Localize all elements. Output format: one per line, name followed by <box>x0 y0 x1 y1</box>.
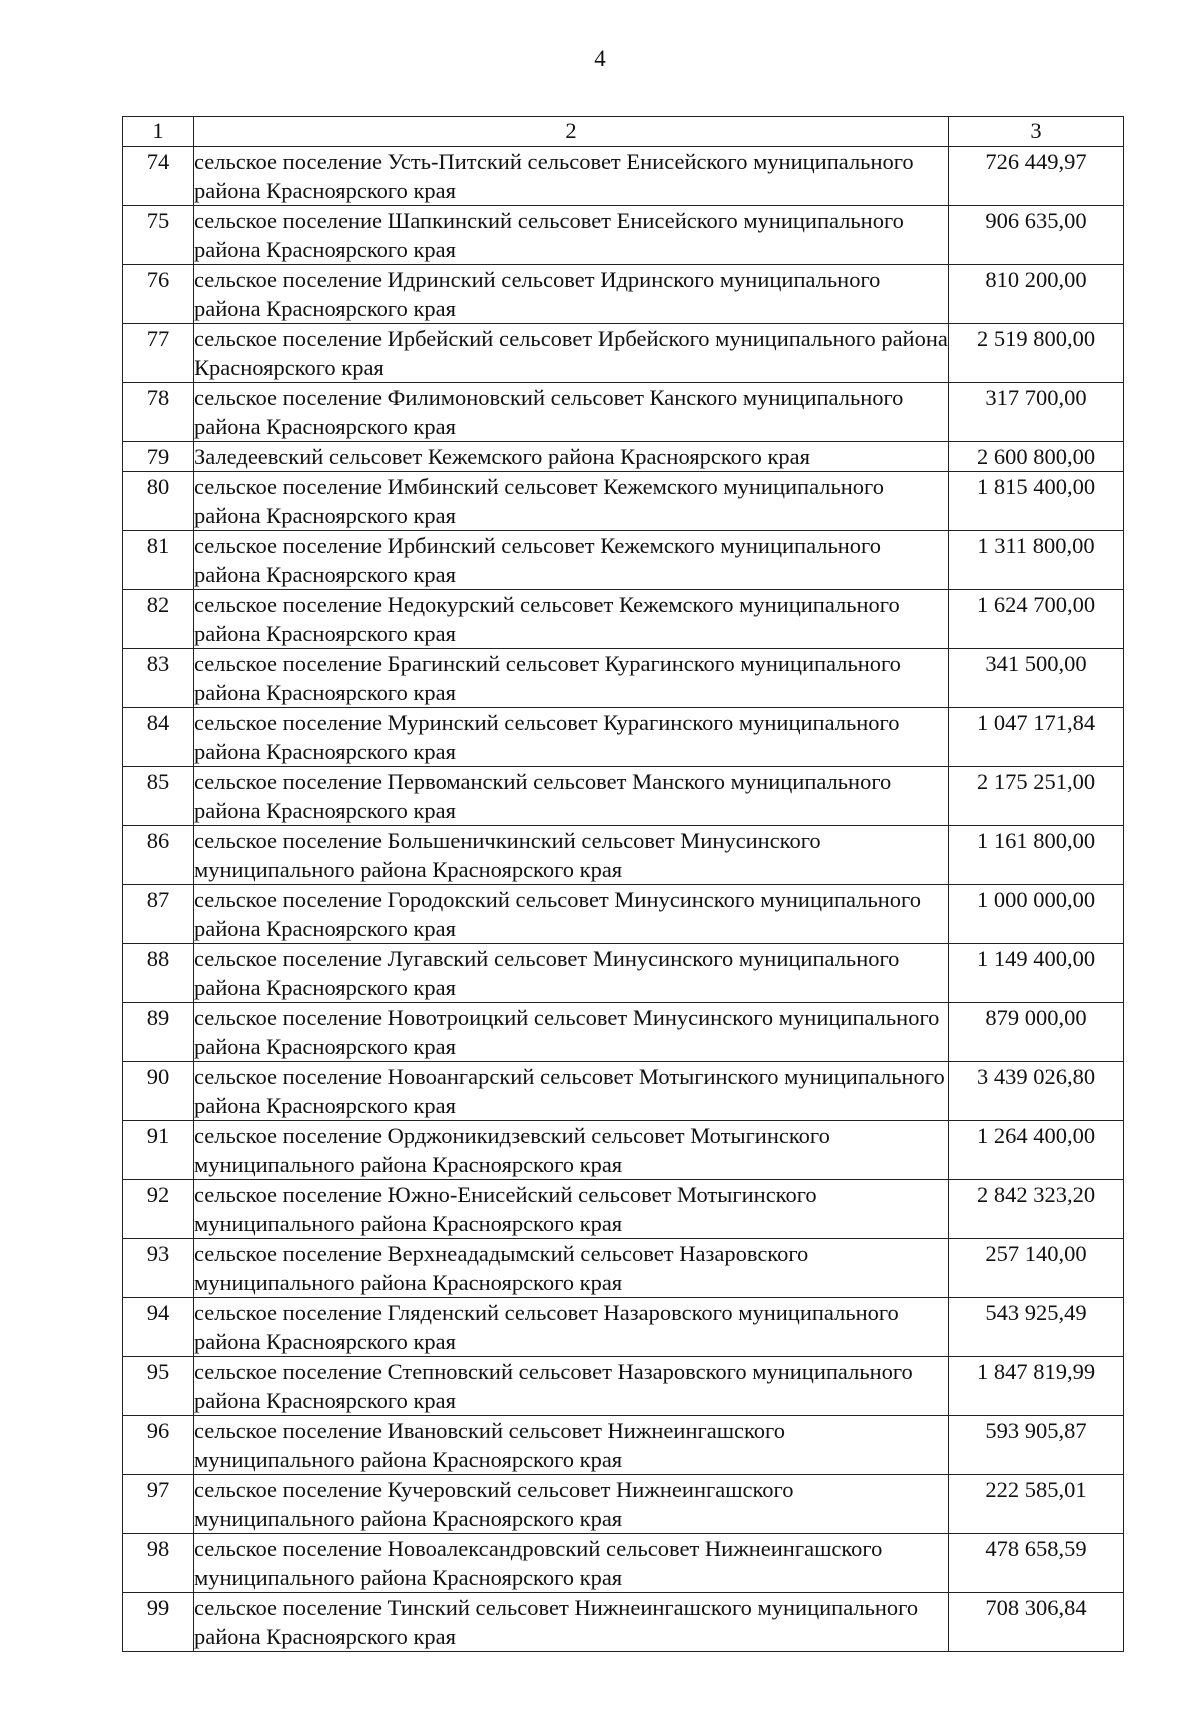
table-row <box>123 1239 1124 1298</box>
settlement-name-cell: сельское поселение Брагинский сельсовет Курагинского муниципального района Красноярского края <box>194 649 949 708</box>
row-number-cell: 74 <box>123 147 194 206</box>
amount-cell: 726 449,97 <box>949 147 1124 206</box>
row-number-cell: 83 <box>123 649 194 708</box>
settlement-name-cell: сельское поселение Тинский сельсовет Нижнеингашского муниципального района Красноярского края <box>194 1593 949 1652</box>
table-row <box>123 1003 1124 1062</box>
settlement-name-cell: сельское поселение Городокский сельсовет Минусинского муниципального района Красноярского края <box>194 885 949 944</box>
row-number-cell: 99 <box>123 1593 194 1652</box>
amount-cell: 317 700,00 <box>949 383 1124 442</box>
table-row <box>123 708 1124 767</box>
row-number-cell: 77 <box>123 324 194 383</box>
table-row <box>123 1298 1124 1357</box>
settlement-name-cell: сельское поселение Новотроицкий сельсовет Минусинского муниципального района Красноярского края <box>194 1003 949 1062</box>
settlement-name-cell: сельское поселение Верхнеададымский сельсовет Назаровского муниципального района Красноярского края <box>194 1239 949 1298</box>
table-row <box>123 1416 1124 1475</box>
table-row <box>123 944 1124 1003</box>
allocation-table <box>122 116 1124 1652</box>
row-number-cell: 87 <box>123 885 194 944</box>
settlement-name-cell: сельское поселение Новоалександровский сельсовет Нижнеингашского муниципального района Красноярского края <box>194 1534 949 1593</box>
amount-cell: 543 925,49 <box>949 1298 1124 1357</box>
settlement-name-cell: сельское поселение Усть-Питский сельсовет Енисейского муниципального района Красноярского края <box>194 147 949 206</box>
row-number-cell: 92 <box>123 1180 194 1239</box>
column-header-name: 2 <box>194 117 949 147</box>
table-row <box>123 324 1124 383</box>
amount-cell: 2 519 800,00 <box>949 324 1124 383</box>
table-row <box>123 649 1124 708</box>
row-number-cell: 95 <box>123 1357 194 1416</box>
page-number: 4 <box>594 46 606 71</box>
row-number-cell: 96 <box>123 1416 194 1475</box>
table-row <box>123 767 1124 826</box>
row-number-cell: 89 <box>123 1003 194 1062</box>
row-number-cell: 98 <box>123 1534 194 1593</box>
row-number-cell: 76 <box>123 265 194 324</box>
settlement-name-cell: сельское поселение Идринский сельсовет Идринского муниципального района Красноярского края <box>194 265 949 324</box>
amount-cell: 1 000 000,00 <box>949 885 1124 944</box>
row-number-cell: 81 <box>123 531 194 590</box>
row-number-cell: 79 <box>123 442 194 472</box>
amount-cell: 593 905,87 <box>949 1416 1124 1475</box>
table-row <box>123 472 1124 531</box>
table-body <box>123 117 1124 1652</box>
row-number-cell: 84 <box>123 708 194 767</box>
amount-cell: 341 500,00 <box>949 649 1124 708</box>
settlement-name-cell: сельское поселение Большеничкинский сельсовет Минусинского муниципального района Красноярского края <box>194 826 949 885</box>
settlement-name-cell: сельское поселение Кучеровский сельсовет Нижнеингашского муниципального района Красноярского края <box>194 1475 949 1534</box>
table-row <box>123 206 1124 265</box>
amount-cell: 3 439 026,80 <box>949 1062 1124 1121</box>
row-number-cell: 93 <box>123 1239 194 1298</box>
amount-cell: 1 161 800,00 <box>949 826 1124 885</box>
amount-cell: 1 311 800,00 <box>949 531 1124 590</box>
amount-cell: 222 585,01 <box>949 1475 1124 1534</box>
table-row <box>123 1593 1124 1652</box>
settlement-name-cell: сельское поселение Ирбинский сельсовет Кежемского муниципального района Красноярского края <box>194 531 949 590</box>
amount-cell: 1 149 400,00 <box>949 944 1124 1003</box>
amount-cell: 1 047 171,84 <box>949 708 1124 767</box>
settlement-name-cell: сельское поселение Лугавский сельсовет Минусинского муниципального района Красноярского края <box>194 944 949 1003</box>
row-number-cell: 75 <box>123 206 194 265</box>
table-header-row <box>123 117 1124 147</box>
settlement-name-cell: Заледеевский сельсовет Кежемского района Красноярского края <box>194 442 949 472</box>
settlement-name-cell: сельское поселение Филимоновский сельсовет Канского муниципального района Красноярского края <box>194 383 949 442</box>
table-row <box>123 1121 1124 1180</box>
row-number-cell: 94 <box>123 1298 194 1357</box>
table-row <box>123 826 1124 885</box>
amount-cell: 1 264 400,00 <box>949 1121 1124 1180</box>
amount-cell: 478 658,59 <box>949 1534 1124 1593</box>
amount-cell: 2 600 800,00 <box>949 442 1124 472</box>
amount-cell: 879 000,00 <box>949 1003 1124 1062</box>
amount-cell: 257 140,00 <box>949 1239 1124 1298</box>
column-header-amount: 3 <box>949 117 1124 147</box>
settlement-name-cell: сельское поселение Орджоникидзевский сельсовет Мотыгинского муниципального района Красноярского края <box>194 1121 949 1180</box>
row-number-cell: 90 <box>123 1062 194 1121</box>
settlement-name-cell: сельское поселение Степновский сельсовет Назаровского муниципального района Красноярского края <box>194 1357 949 1416</box>
settlement-name-cell: сельское поселение Недокурский сельсовет Кежемского муниципального района Красноярского края <box>194 590 949 649</box>
row-number-cell: 86 <box>123 826 194 885</box>
row-number-cell: 88 <box>123 944 194 1003</box>
table-row <box>123 1062 1124 1121</box>
table-row <box>123 1534 1124 1593</box>
row-number-cell: 97 <box>123 1475 194 1534</box>
table-row <box>123 147 1124 206</box>
amount-cell: 1 815 400,00 <box>949 472 1124 531</box>
settlement-name-cell: сельское поселение Имбинский сельсовет Кежемского муниципального района Красноярского края <box>194 472 949 531</box>
table-row <box>123 590 1124 649</box>
settlement-name-cell: сельское поселение Новоангарский сельсовет Мотыгинского муниципального района Красноярского края <box>194 1062 949 1121</box>
amount-cell: 1 847 819,99 <box>949 1357 1124 1416</box>
table-row <box>123 885 1124 944</box>
row-number-cell: 80 <box>123 472 194 531</box>
settlement-name-cell: сельское поселение Первоманский сельсовет Манского муниципального района Красноярского края <box>194 767 949 826</box>
amount-cell: 2 842 323,20 <box>949 1180 1124 1239</box>
amount-cell: 708 306,84 <box>949 1593 1124 1652</box>
settlement-name-cell: сельское поселение Шапкинский сельсовет Енисейского муниципального района Красноярского края <box>194 206 949 265</box>
table-row <box>123 265 1124 324</box>
amount-cell: 2 175 251,00 <box>949 767 1124 826</box>
table-row <box>123 1357 1124 1416</box>
row-number-cell: 82 <box>123 590 194 649</box>
settlement-name-cell: сельское поселение Ирбейский сельсовет Ирбейского муниципального района Красноярского края <box>194 324 949 383</box>
settlement-name-cell: сельское поселение Ивановский сельсовет Нижнеингашского муниципального района Красноярского края <box>194 1416 949 1475</box>
row-number-cell: 85 <box>123 767 194 826</box>
amount-cell: 810 200,00 <box>949 265 1124 324</box>
amount-cell: 906 635,00 <box>949 206 1124 265</box>
column-header-number: 1 <box>123 117 194 147</box>
amount-cell: 1 624 700,00 <box>949 590 1124 649</box>
table-row <box>123 383 1124 442</box>
settlement-name-cell: сельское поселение Южно-Енисейский сельсовет Мотыгинского муниципального района Красноярского края <box>194 1180 949 1239</box>
table-row <box>123 442 1124 472</box>
table-row <box>123 1475 1124 1534</box>
row-number-cell: 91 <box>123 1121 194 1180</box>
table-row <box>123 1180 1124 1239</box>
row-number-cell: 78 <box>123 383 194 442</box>
table-row <box>123 531 1124 590</box>
settlement-name-cell: сельское поселение Муринский сельсовет Курагинского муниципального района Красноярского края <box>194 708 949 767</box>
settlement-name-cell: сельское поселение Гляденский сельсовет Назаровского муниципального района Красноярского края <box>194 1298 949 1357</box>
